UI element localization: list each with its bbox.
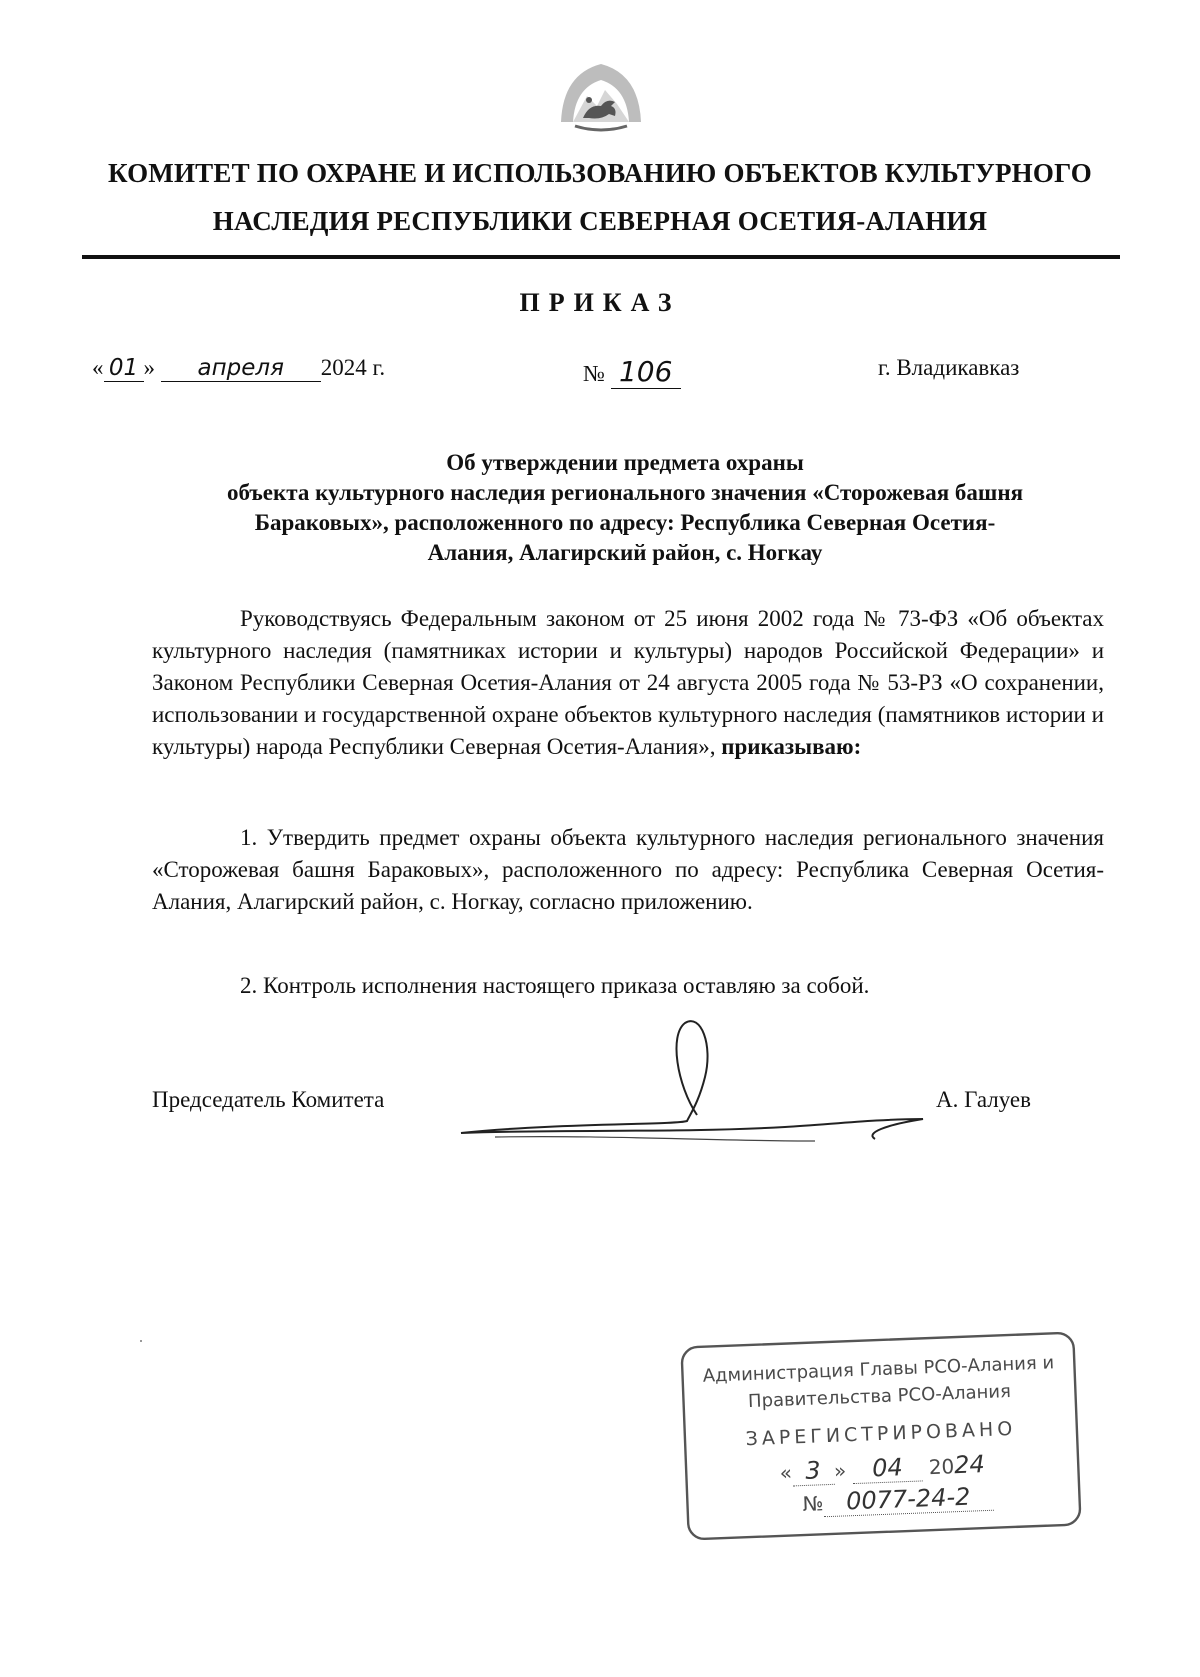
handwritten-signature [455, 1015, 925, 1155]
stamp-reg-number: 0077-24-2 [823, 1482, 994, 1518]
stamp-authority-line-1: Администрация Главы РСО-Алания и [702, 1352, 1055, 1387]
stamp-day: 3 [791, 1456, 834, 1487]
number-value: 106 [611, 355, 681, 389]
order-subject [150, 448, 1100, 568]
order-item-2: 2. Контроль исполнения настоящего приказа оставляю за собой. [240, 973, 870, 998]
order-number [583, 355, 703, 389]
signatory-name: А. Галуев [936, 1087, 1031, 1112]
coat-of-arms-emblem [553, 52, 649, 140]
preamble-paragraph [152, 603, 1104, 763]
order-item-1: 1. Утвердить предмет охраны объекта культурного наследия регионального значения «Сторожевая башня Бараковых», расположенного по адресу: Республика Северная Осетия-Алания, Алагирский район, с. Ногкау, согласно приложению. [152, 825, 1104, 914]
subject-line-3: Бараковых», расположенного по адресу: Республика Северная Осетия- [254, 510, 996, 535]
number-prefix: № [583, 361, 605, 386]
preamble-text: Руководствуясь Федеральным законом от 25 июня 2002 года № 73-ФЗ «Об объектах культурного наследия (памятниках истории и культуры) народов Российской Федерации» и Законом Республики Северная Осетия-Алания от 24 августа 2005 года № 53-РЗ «О сохранении, использовании и государственной охране объектов культурного наследия (памятников истории и культуры) народа Республики Северная Осетия-Алания», [152, 606, 1104, 759]
registration-stamp [678, 1329, 1083, 1542]
stamp-year-prefix: 20 [928, 1454, 955, 1480]
stamp-month: 04 [852, 1452, 923, 1484]
date-close-quote: » [143, 355, 155, 380]
subject-line-1: Об утверждении предмета охраны [446, 450, 804, 475]
stamp-status: ЗАРЕГИСТРИРОВАНО [745, 1417, 1017, 1451]
date-day: 01 [104, 355, 144, 382]
stamp-date: « 3 » 04 2024 [779, 1450, 986, 1485]
order-date [92, 355, 452, 382]
date-open-quote: « [92, 355, 104, 380]
city-name: г. Владикавказ [878, 355, 1020, 380]
stamp-reg-prefix: № [802, 1491, 824, 1517]
organization-name-line-1: КОМИТЕТ ПО ОХРАНЕ И ИСПОЛЬЗОВАНИЮ ОБЪЕКТОВ КУЛЬТУРНОГО [107, 158, 1092, 188]
header-divider [82, 255, 1120, 259]
date-year: 2024 г. [320, 355, 386, 380]
date-month: апреля [161, 355, 321, 382]
order-word: приказываю: [721, 734, 862, 759]
stamp-authority-line-2: Правительства РСО-Алания [747, 1380, 1012, 1413]
document-type-title: ПРИКАЗ [519, 288, 681, 317]
signatory-position: Председатель Комитета [152, 1087, 385, 1112]
subject-line-2: объекта культурного наследия регионального значения «Сторожевая башня [226, 480, 1024, 505]
scan-speck [140, 1340, 142, 1342]
organization-name-line-2: НАСЛЕДИЯ РЕСПУБЛИКИ СЕВЕРНАЯ ОСЕТИЯ-АЛАНИЯ [212, 206, 988, 236]
stamp-year-suffix: 24 [953, 1450, 986, 1480]
subject-line-4: Алания, Алагирский район, с. Ногкау [427, 540, 823, 565]
